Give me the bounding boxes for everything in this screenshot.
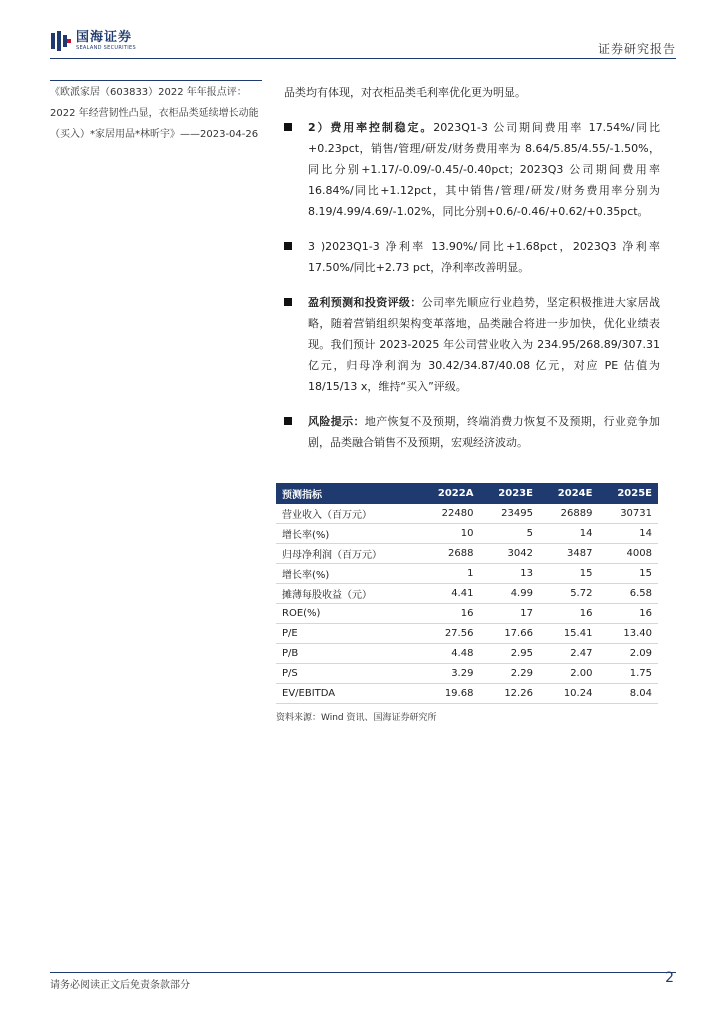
logo-en-text: SEALAND SECURITIES	[76, 45, 136, 51]
table-cell: 22480	[419, 504, 480, 524]
footer-divider	[50, 972, 676, 973]
table-row	[276, 504, 658, 524]
risk-lead: 风险提示：	[308, 415, 365, 428]
table-cell: 3.29	[419, 664, 480, 684]
table-row	[276, 564, 658, 584]
expense-ratio-text: 2023Q1-3 公司期间费用率 17.54%/同比+0.23pct，销售/管理/研发/财务费用率为 8.64/5.85/4.55/-1.50%，同比分别+1.17/-0.09/-0.45/-0.40pct；2023Q3 公司期间费用率 16.84%/同比+1.12pct，其中销售/管理/研发/财务费用率分别为 8.19/4.99/4.69/-1.02%，同比分别+0.6/-0.46/+0.62/+0.35pct。	[308, 121, 660, 218]
table-row	[276, 584, 658, 604]
table-cell: 26889	[539, 504, 599, 524]
table-cell: 2.29	[479, 664, 539, 684]
table-row	[276, 604, 658, 624]
table-row	[276, 544, 658, 564]
forecast-table	[276, 483, 658, 704]
table-cell: 3487	[539, 544, 599, 564]
report-type-label: 证券研究报告	[597, 42, 676, 56]
table-cell: 3042	[479, 544, 539, 564]
forecast-table-section	[276, 483, 658, 723]
main-content	[284, 82, 660, 453]
table-cell: 16	[539, 604, 599, 624]
table-cell: 12.26	[479, 684, 539, 704]
intro-text: 品类均有体现，对衣柜品类毛利率优化更为明显。	[284, 86, 526, 99]
table-cell: 4.48	[419, 644, 480, 664]
intro-paragraph	[284, 82, 660, 103]
table-cell: 16	[419, 604, 480, 624]
forecast-rating-lead: 盈利预测和投资评级：	[308, 296, 422, 309]
square-bullet-icon	[284, 298, 292, 306]
table-header-row	[276, 483, 658, 504]
row-label: P/S	[276, 664, 419, 684]
brand-logo	[50, 28, 136, 54]
sealand-logo-icon	[50, 30, 72, 52]
row-label: P/E	[276, 624, 419, 644]
logo-wordmark	[76, 31, 136, 51]
table-cell: 16	[598, 604, 658, 624]
table-cell: 2.00	[539, 664, 599, 684]
table-cell: 14	[539, 524, 599, 544]
table-cell: 30731	[598, 504, 658, 524]
table-cell: 2.47	[539, 644, 599, 664]
table-header-cell: 预测指标	[282, 490, 322, 501]
row-label: 增长率(%)	[276, 524, 419, 544]
footer-disclaimer: 请务必阅读正文后免责条款部分	[50, 980, 190, 991]
table-source-note: 资料来源：Wind 资讯、国海证券研究所	[276, 713, 437, 723]
logo-cn-text: 国海证券	[76, 30, 133, 45]
row-label: 摊薄每股收益（元）	[276, 584, 419, 604]
table-cell: 15	[539, 564, 599, 584]
table-cell: 4.99	[479, 584, 539, 604]
row-label: EV/EBITDA	[276, 684, 419, 704]
forecast-rating-paragraph	[284, 292, 660, 397]
table-cell: 10.24	[539, 684, 599, 704]
table-cell: 4008	[598, 544, 658, 564]
table-cell: 4.41	[419, 584, 480, 604]
table-row	[276, 684, 658, 704]
table-cell: 6.58	[598, 584, 658, 604]
table-cell: 10	[419, 524, 480, 544]
table-row	[276, 644, 658, 664]
table-row	[276, 624, 658, 644]
table-row	[276, 664, 658, 684]
net-margin-text: 3 )2023Q1-3 净利率 13.90%/同比+1.68pct，2023Q3 净利率 17.50%/同比+2.73 pct，净利率改善明显。	[308, 240, 660, 274]
table-header-cell: 2024E	[557, 488, 593, 499]
left-note-divider	[50, 80, 262, 81]
table-cell: 1.75	[598, 664, 658, 684]
table-cell: 19.68	[419, 684, 480, 704]
table-row	[276, 524, 658, 544]
table-header-cell: 2022A	[437, 488, 474, 499]
table-cell: 15.41	[539, 624, 599, 644]
table-cell: 2.95	[479, 644, 539, 664]
square-bullet-icon	[284, 123, 292, 131]
expense-ratio-paragraph	[284, 117, 660, 222]
table-cell: 27.56	[419, 624, 480, 644]
page-number: 2	[665, 970, 674, 986]
row-label: 归母净利润（百万元）	[276, 544, 419, 564]
table-cell: 17.66	[479, 624, 539, 644]
forecast-rating-text: 公司率先顺应行业趋势，坚定积极推进大家居战略，随着营销组织架构变革落地，品类融合将进一步加快，优化业绩表现。我们预计 2023-2025 年公司营业收入为 234.95/268.89/307.31 亿元，归母净利润为 30.42/34.87/40.08 亿元，对应 PE 估值为 18/15/13 x，维持“买入”评级。	[308, 296, 661, 393]
table-cell: 13.40	[598, 624, 658, 644]
table-cell: 1	[419, 564, 480, 584]
page-header	[50, 28, 676, 59]
row-label: 营业收入（百万元）	[276, 504, 419, 524]
table-header-cell: 2023E	[498, 488, 533, 499]
table-cell: 17	[479, 604, 539, 624]
table-cell: 2.09	[598, 644, 658, 664]
table-cell: 14	[598, 524, 658, 544]
table-cell: 15	[598, 564, 658, 584]
table-header-cell: 2025E	[617, 488, 652, 499]
row-label: P/B	[276, 644, 419, 664]
row-label: 增长率(%)	[276, 564, 419, 584]
table-cell: 8.04	[598, 684, 658, 704]
table-cell: 5.72	[539, 584, 599, 604]
related-report-note: 《欧派家居（603833）2022 年年报点评：2022 年经营韧性凸显，衣柜品类延续增长动能（买入）*家居用品*林昕宇》——2023-04-26	[50, 87, 259, 140]
table-cell: 13	[479, 564, 539, 584]
risk-paragraph	[284, 411, 660, 453]
expense-ratio-lead: 2）费用率控制稳定。	[308, 121, 434, 134]
risk-text: 地产恢复不及预期，终端消费力恢复不及预期，行业竞争加剧，品类融合销售不及预期，宏观经济波动。	[308, 415, 661, 449]
square-bullet-icon	[284, 417, 292, 425]
row-label: ROE(%)	[276, 604, 419, 624]
table-cell: 5	[479, 524, 539, 544]
table-cell: 2688	[419, 544, 480, 564]
net-margin-paragraph	[284, 236, 660, 278]
table-cell: 23495	[479, 504, 539, 524]
square-bullet-icon	[284, 242, 292, 250]
